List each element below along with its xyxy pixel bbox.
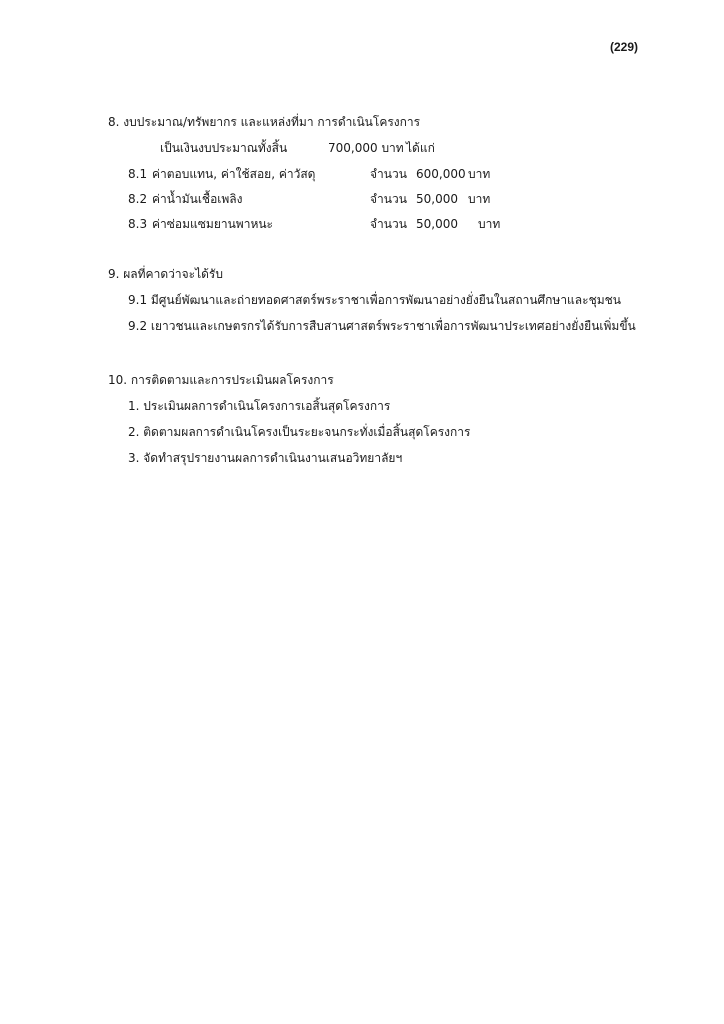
budget-item-qty-label: จำนวน xyxy=(370,192,407,206)
budget-item-amount: 50,000 xyxy=(416,192,458,206)
budget-item-amount: 600,000 xyxy=(416,167,466,181)
budget-item-unit: บาท xyxy=(468,167,491,181)
evaluation-item: 1. ประเมินผลการดำเนินโครงการเอสิ้นสุดโครงการ xyxy=(128,399,391,413)
budget-total-note: ได้แก่ xyxy=(406,141,435,155)
budget-item-amount: 50,000 xyxy=(416,217,458,231)
evaluation-item: 3. จัดทำสรุปรายงานผลการดำเนินงานเสนอวิทยาลัยฯ xyxy=(128,451,403,465)
section-9-heading: 9. ผลที่คาดว่าจะได้รับ xyxy=(108,267,223,281)
budget-item-unit: บาท xyxy=(478,217,501,231)
page-number: (229) xyxy=(609,40,638,54)
budget-total-amount: 700,000 บาท xyxy=(328,141,404,155)
evaluation-item: 2. ติดตามผลการดำเนินโครงเป็นระยะจนกระทั่งเมื่อสิ้นสุดโครงการ xyxy=(128,425,471,439)
budget-item-number: 8.1 xyxy=(128,167,148,181)
budget-item-description: ค่าตอบแทน, ค่าใช้สอย, ค่าวัสดุ xyxy=(152,167,316,181)
budget-item-unit: บาท xyxy=(468,192,491,206)
section-8-heading: 8. งบประมาณ/ทรัพยากร และแหล่งที่มา การดำเนินโครงการ xyxy=(108,115,421,129)
budget-item-qty-label: จำนวน xyxy=(370,167,407,181)
expected-result-item: 9.1 มีศูนย์พัฒนาและถ่ายทอดศาสตร์พระราชาเพื่อการพัฒนาอย่างยั่งยืนในสถานศึกษาและชุมชน xyxy=(128,293,621,307)
expected-result-item: 9.2 เยาวชนและเกษตรกรได้รับการสืบสานศาสตร์พระราชาเพื่อการพัฒนาประเทศอย่างยั่งยืนเพิ่มขึ้น xyxy=(128,319,636,333)
budget-item-number: 8.3 xyxy=(128,217,148,231)
budget-item-qty-label: จำนวน xyxy=(370,217,407,231)
budget-item-number: 8.2 xyxy=(128,192,148,206)
budget-item-description: ค่าซ่อมแซมยานพาหนะ xyxy=(152,217,273,231)
budget-total-label: เป็นเงินงบประมาณทั้งสิ้น xyxy=(160,141,288,155)
budget-item-description: ค่าน้ำมันเชื้อเพลิง xyxy=(152,192,243,206)
section-10-heading: 10. การติดตามและการประเมินผลโครงการ xyxy=(108,373,334,387)
